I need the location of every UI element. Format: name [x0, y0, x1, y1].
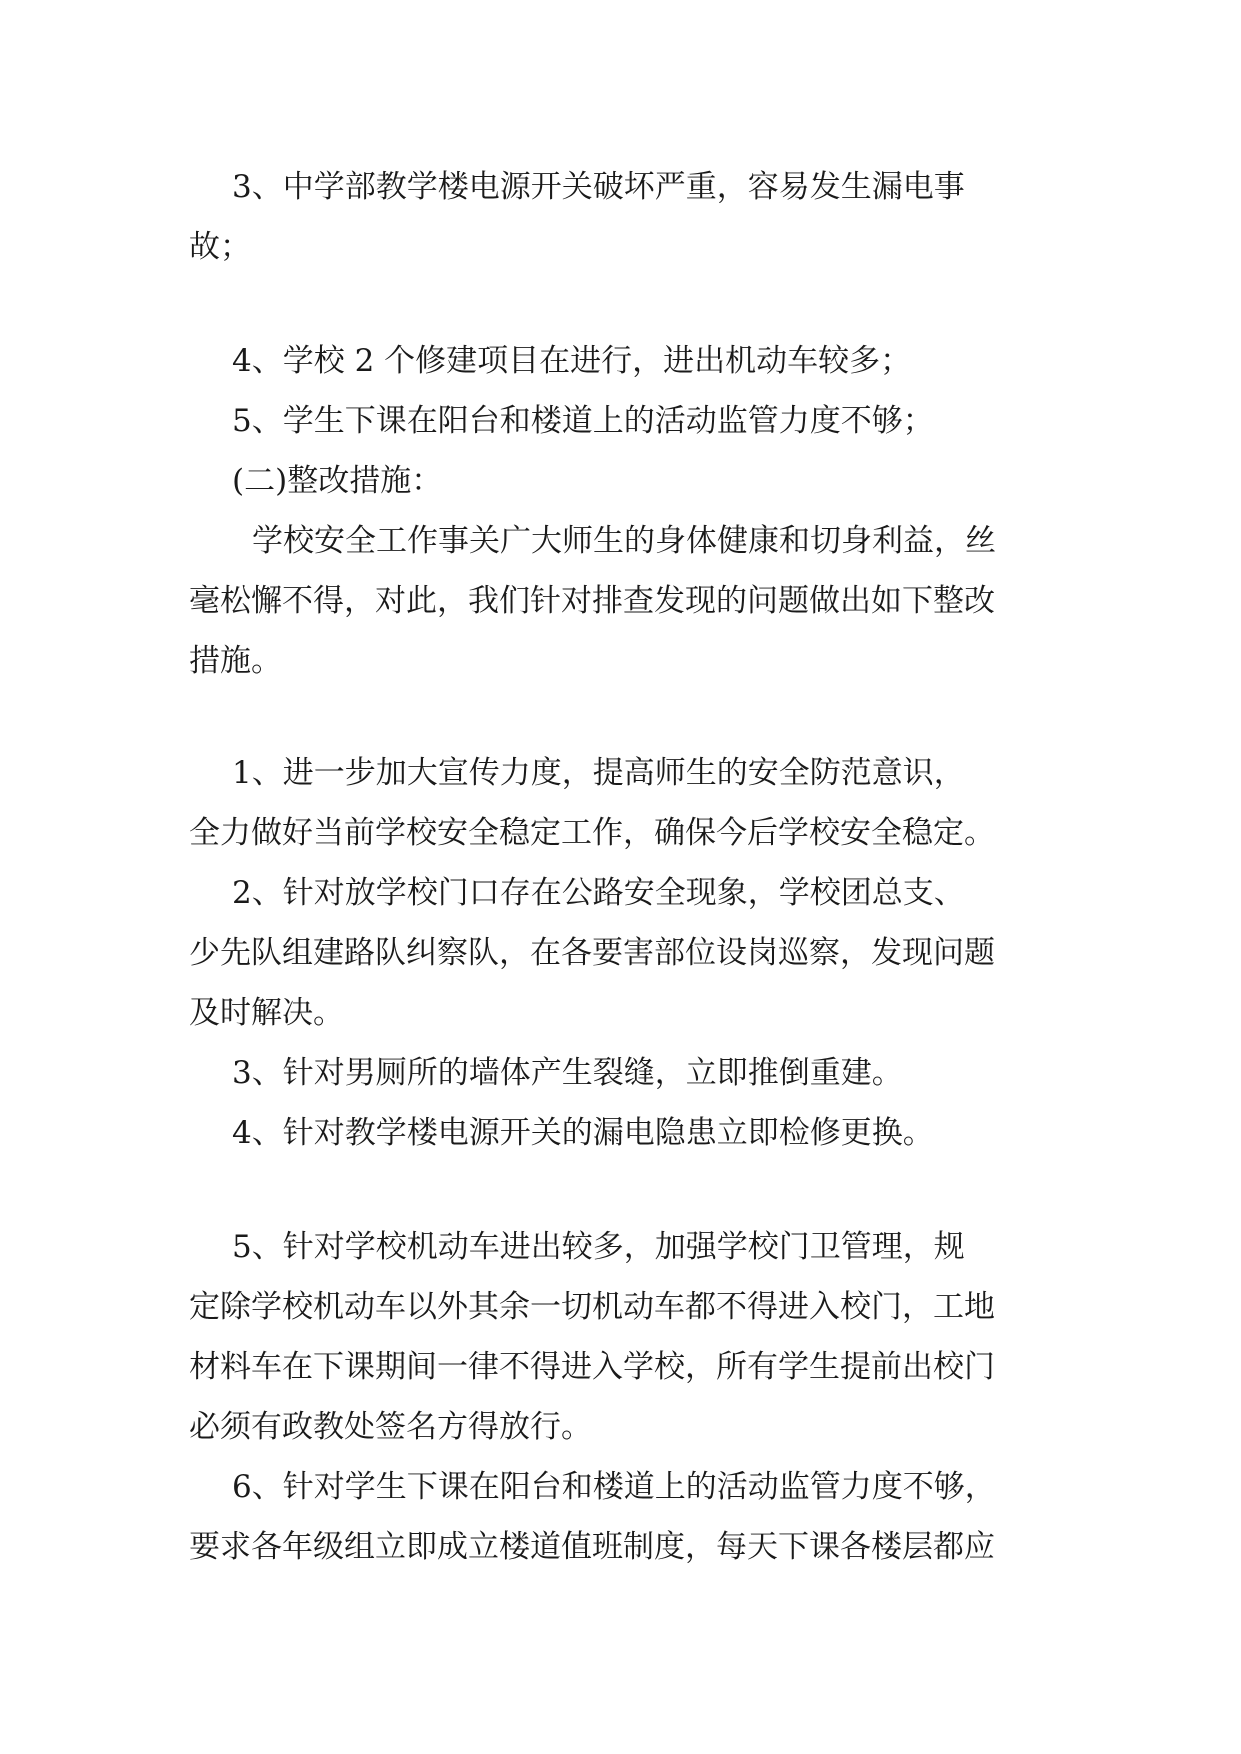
- text-line: [0, 571, 1241, 631]
- text-line: [0, 923, 1241, 983]
- line-text: 1、进一步加大宣传力度，提高师生的安全防范意识，: [232, 755, 965, 791]
- line-text: 措施。: [189, 643, 282, 679]
- line-text: 4、学校 2 个修建项目在进行，进出机动车较多；: [232, 343, 912, 379]
- text-line: [0, 1337, 1241, 1397]
- text-line: [0, 1277, 1241, 1337]
- line-text: 4、针对教学楼电源开关的漏电隐患立即检修更换。: [232, 1115, 934, 1151]
- text-line: [0, 331, 1241, 391]
- text-line: [0, 391, 1241, 451]
- line-text: 3、针对男厕所的墙体产生裂缝，立即推倒重建。: [232, 1055, 903, 1091]
- line-text: 要求各年级组立即成立楼道值班制度，每天下课各楼层都应: [189, 1529, 995, 1565]
- line-text: 材料车在下课期间一律不得进入学校，所有学生提前出校门: [189, 1349, 995, 1385]
- text-line: [0, 511, 1241, 571]
- text-line: [0, 743, 1241, 803]
- line-text: 3、中学部教学楼电源开关破坏严重，容易发生漏电事: [232, 169, 965, 205]
- text-line: [0, 803, 1241, 863]
- text-line: [0, 157, 1241, 217]
- line-text: 少先队组建路队纠察队，在各要害部位设岗巡察，发现问题: [189, 935, 995, 971]
- line-text: 5、针对学校机动车进出较多，加强学校门卫管理，规: [232, 1229, 965, 1265]
- line-text: 2、针对放学校门口存在公路安全现象，学校团总支、: [232, 875, 965, 911]
- line-text: 必须有政教处签名方得放行。: [189, 1409, 592, 1445]
- line-text: 全力做好当前学校安全稳定工作，确保今后学校安全稳定。: [189, 815, 995, 851]
- line-text: 定除学校机动车以外其余一切机动车都不得进入校门，工地: [189, 1289, 995, 1325]
- line-text: 5、学生下课在阳台和楼道上的活动监管力度不够；: [232, 403, 934, 439]
- text-line: [0, 1397, 1241, 1457]
- line-text: 故；: [189, 229, 251, 265]
- text-line: [0, 983, 1241, 1043]
- line-text: 学校安全工作事关广大师生的身体健康和切身利益，丝: [252, 523, 996, 559]
- text-line: [0, 863, 1241, 923]
- text-line: [0, 451, 1241, 511]
- line-text: 及时解决。: [189, 995, 344, 1031]
- line-text: 毫松懈不得，对此，我们针对排查发现的问题做出如下整改: [189, 583, 995, 619]
- line-text: 6、针对学生下课在阳台和楼道上的活动监管力度不够，: [232, 1469, 996, 1505]
- text-line: [0, 1217, 1241, 1277]
- text-line: [0, 1043, 1241, 1103]
- line-text: (二)整改措施：: [232, 463, 443, 499]
- text-line: [0, 1457, 1241, 1517]
- text-line: [0, 1517, 1241, 1577]
- text-line: [0, 1103, 1241, 1163]
- text-line: [0, 631, 1241, 691]
- text-line: [0, 217, 1241, 277]
